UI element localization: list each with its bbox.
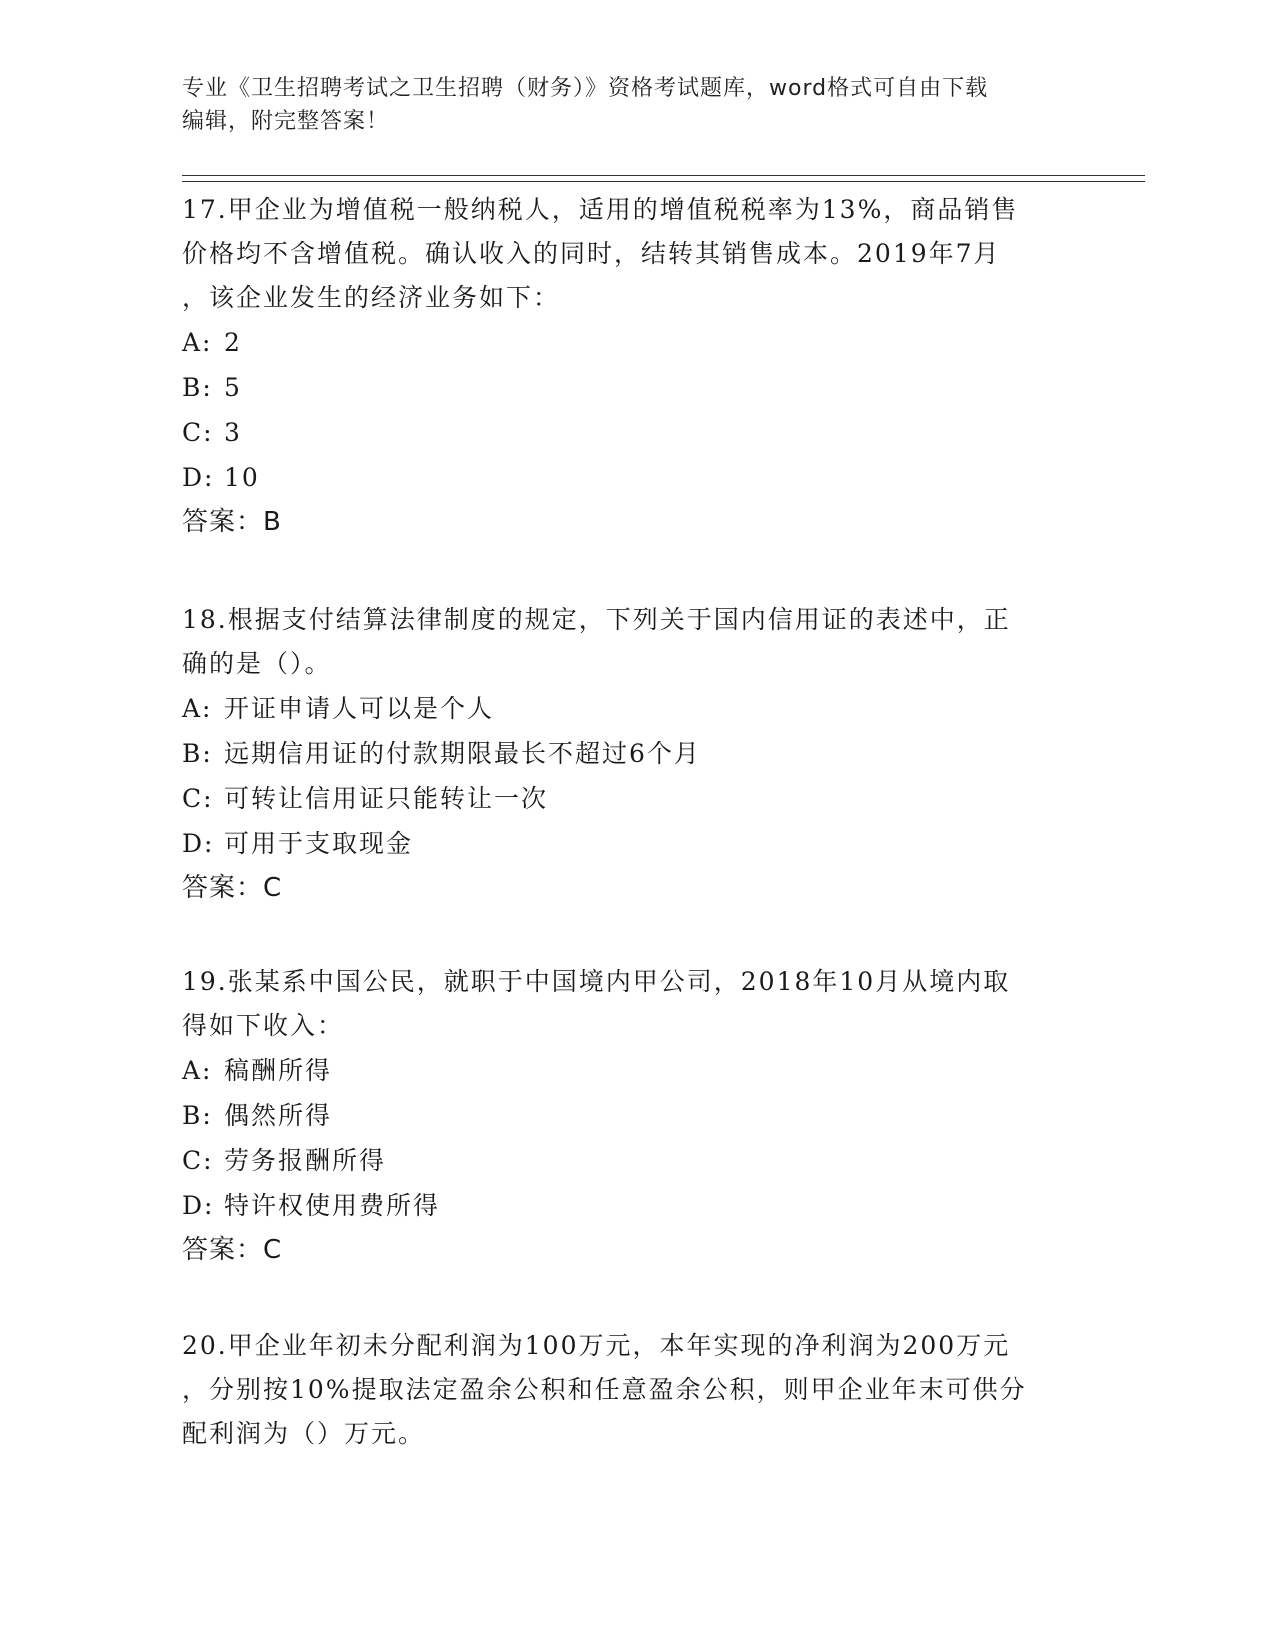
option-a [182, 1048, 1082, 1093]
stem-line: ，分别按10%提取法定盈余公积和任意盈余公积，则甲企业年末可供分 [182, 1375, 1027, 1404]
question-stem [182, 960, 1082, 1048]
answer-line: 答案：B [182, 507, 282, 537]
question-19 [182, 960, 1082, 1273]
option-key: A: [182, 694, 213, 723]
option-d [182, 455, 1082, 500]
option-text: 5 [224, 373, 242, 402]
option-d [182, 1183, 1082, 1228]
header-divider-top [182, 175, 1145, 176]
option-a [182, 320, 1082, 365]
stem-line: 20.甲企业年初未分配利润为100万元，本年实现的净利润为200万元 [182, 1331, 1011, 1360]
question-20 [182, 1324, 1082, 1456]
question-18 [182, 598, 1082, 911]
option-text: 10 [224, 463, 260, 492]
option-a [182, 686, 1082, 731]
option-key: B: [182, 373, 213, 402]
option-key: D: [182, 1191, 215, 1220]
option-key: C: [182, 784, 214, 813]
option-key: B: [182, 1101, 213, 1130]
option-text: 偶然所得 [224, 1101, 333, 1130]
option-c [182, 776, 1082, 821]
header-line-2: 编辑，附完整答案！ [182, 109, 390, 134]
stem-line: 价格均不含增值税。确认收入的同时，结转其销售成本。2019年7月 [182, 239, 1001, 268]
stem-line: 18.根据支付结算法律制度的规定，下列关于国内信用证的表述中，正 [182, 605, 1011, 634]
option-c [182, 1138, 1082, 1183]
stem-line: 配利润为（）万元。 [182, 1419, 426, 1448]
question-stem [182, 188, 1082, 320]
option-b [182, 365, 1082, 410]
answer-line: 答案：C [182, 873, 283, 903]
question-17 [182, 188, 1082, 545]
option-text: 远期信用证的付款期限最长不超过6个月 [224, 739, 701, 768]
option-text: 可转让信用证只能转让一次 [224, 784, 549, 813]
option-key: B: [182, 739, 213, 768]
header-line-1: 专业《卫生招聘考试之卫生招聘（财务）》资格考试题库，word格式可自由下载 [182, 76, 989, 101]
option-c [182, 410, 1082, 455]
option-text: 2 [224, 328, 242, 357]
stem-line: ，该企业发生的经济业务如下： [182, 283, 561, 312]
option-text: 可用于支取现金 [224, 829, 414, 858]
stem-line: 17.甲企业为增值税一般纳税人，适用的增值税税率为13%，商品销售 [182, 195, 1019, 224]
option-key: A: [182, 1056, 213, 1085]
header-divider-bottom [182, 181, 1145, 182]
stem-line: 得如下收入： [182, 1011, 345, 1040]
option-key: C: [182, 1146, 214, 1175]
option-b [182, 731, 1082, 776]
option-text: 劳务报酬所得 [224, 1146, 387, 1175]
option-text: 特许权使用费所得 [224, 1191, 441, 1220]
option-key: D: [182, 829, 215, 858]
option-b [182, 1093, 1082, 1138]
option-key: C: [182, 418, 214, 447]
option-text: 稿酬所得 [224, 1056, 333, 1085]
question-stem [182, 598, 1082, 686]
answer-line: 答案：C [182, 1235, 283, 1265]
option-d [182, 821, 1082, 866]
option-key: A: [182, 328, 213, 357]
stem-line: 确的是（）。 [182, 649, 332, 678]
option-text: 开证申请人可以是个人 [224, 694, 495, 723]
stem-line: 19.张某系中国公民，就职于中国境内甲公司，2018年10月从境内取 [182, 967, 1011, 996]
document-header [182, 72, 1062, 138]
option-key: D: [182, 463, 215, 492]
option-text: 3 [224, 418, 242, 447]
question-stem [182, 1324, 1082, 1456]
